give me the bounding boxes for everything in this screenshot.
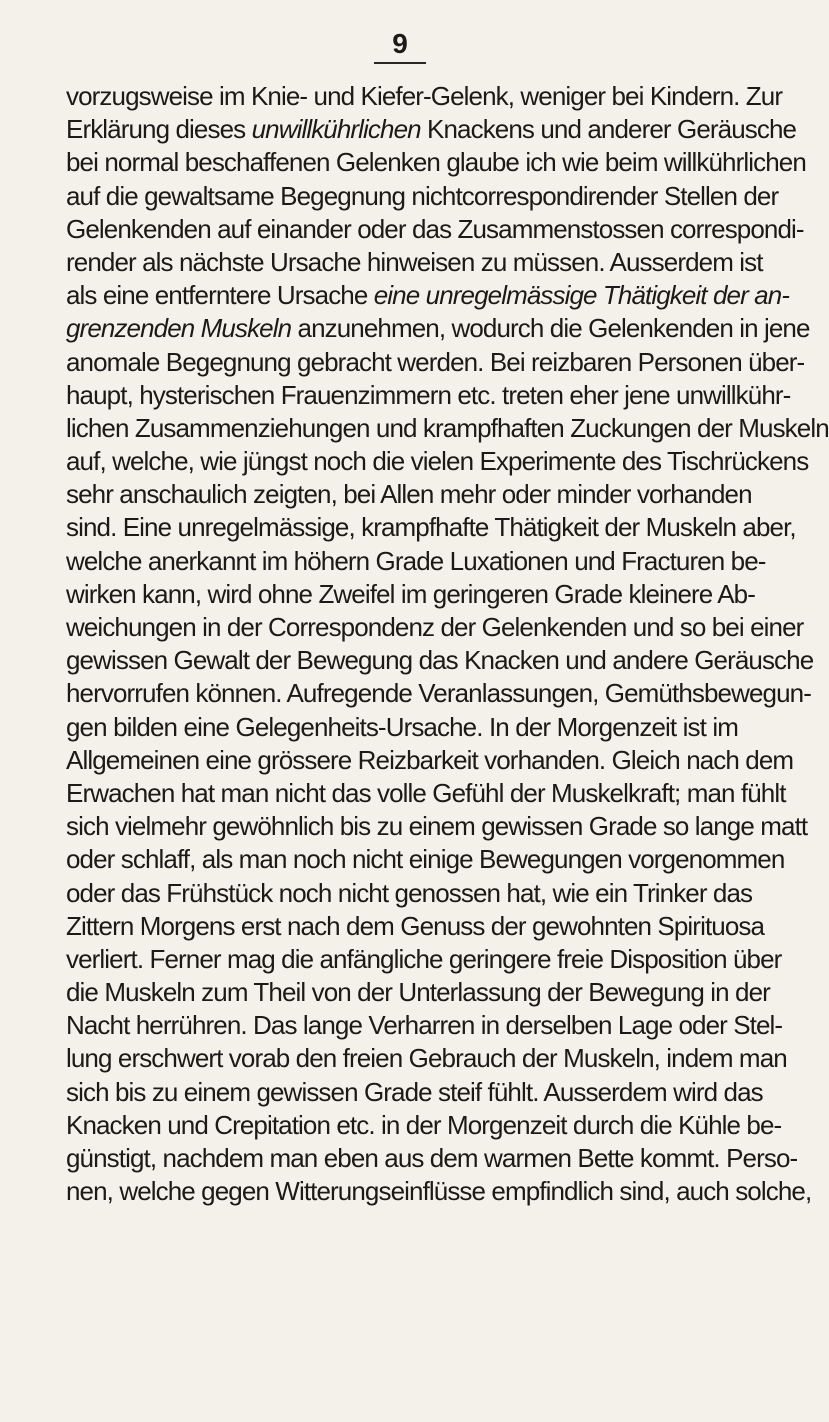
text-segment: wirken kann, wird ohne Zweifel im geringeren Grade kleinere Ab- — [66, 578, 755, 609]
body-text — [66, 80, 829, 1208]
text-line — [66, 180, 779, 213]
text-segment: verliert. Ferner mag die anfängliche geringere freie Disposition über — [66, 943, 782, 974]
text-segment: sehr anschaulich zeigten, bei Allen mehr oder minder vorhanden — [66, 479, 752, 510]
text-segment: Knacken und Crepitation etc. in der Morgenzeit durch die Kühle be- — [66, 1109, 782, 1140]
text-segment: anomale Begegnung gebracht werden. Bei reizbaren Personen über- — [66, 346, 805, 377]
text-line — [66, 943, 782, 976]
text-line — [66, 545, 766, 578]
text-line — [66, 312, 810, 345]
text-line — [66, 578, 755, 611]
text-line — [66, 843, 785, 876]
text-line — [66, 379, 791, 412]
text-segment: lichen Zusammenziehungen und krampfhaften Zuckungen der Muskeln — [66, 412, 829, 443]
text-segment: sich vielmehr gewöhnlich bis zu einem gewissen Grade so lange matt — [66, 811, 808, 842]
text-segment: anzunehmen, wodurch die Gelenkenden in jene — [291, 313, 810, 344]
text-segment: Knackens und anderer Geräusche — [420, 114, 797, 145]
text-line — [66, 1076, 763, 1109]
text-line — [66, 445, 809, 478]
text-line — [66, 1175, 812, 1208]
text-line — [66, 877, 753, 910]
text-line — [66, 279, 790, 312]
text-line — [66, 146, 806, 179]
text-line — [66, 777, 786, 810]
text-line — [66, 246, 763, 279]
text-segment: vorzugsweise im Knie- und Kiefer-Gelenk, weniger bei Kindern. Zur — [66, 81, 783, 111]
text-line — [66, 113, 797, 146]
text-segment: Erklärung dieses — [66, 114, 252, 145]
text-segment: oder das Frühstück noch nicht genossen hat, wie ein Trinker das — [66, 877, 753, 908]
text-line — [66, 1042, 787, 1075]
text-segment: gewissen Gewalt der Bewegung das Knacken und andere Geräusche — [66, 645, 814, 676]
text-line — [66, 1009, 783, 1042]
text-line — [66, 80, 783, 113]
text-segment: als eine entferntere Ursache — [66, 280, 374, 311]
text-segment: oder schlaff, als man noch nicht einige Bewegungen vorgenommen — [66, 844, 785, 875]
text-segment: gen bilden eine Gelegenheits-Ursache. In der Morgenzeit ist im — [66, 711, 738, 742]
text-line — [66, 910, 765, 943]
text-segment: hervorrufen können. Aufregende Veranlassungen, Gemüthsbewegun- — [66, 678, 811, 709]
text-segment: haupt, hysterischen Frauenzimmern etc. treten eher jene unwillkühr- — [66, 379, 791, 410]
text-segment: bei normal beschaffenen Gelenken glaube ich wie beim willkührlichen — [66, 147, 806, 178]
text-line — [66, 677, 811, 710]
text-segment: render als nächste Ursache hinweisen zu müssen. Ausserdem ist — [66, 246, 763, 277]
page-number: 9 — [374, 28, 426, 64]
text-segment: weichungen in der Correspondenz der Gelenkenden und so bei einer — [66, 612, 804, 642]
text-segment: lung erschwert vorab den freien Gebrauch der Muskeln, indem man — [66, 1043, 787, 1074]
text-line — [66, 511, 796, 544]
text-segment: auf, welche, wie jüngst noch die vielen Experimente des Tischrückens — [66, 446, 809, 477]
text-segment: Gelenkenden auf einander oder das Zusammenstossen correspondi- — [66, 213, 804, 244]
text-line — [66, 711, 738, 744]
text-segment: auf die gewaltsame Begegnung nichtcorrespondirender Stellen der — [66, 180, 779, 211]
emphasized-text: grenzenden Muskeln — [66, 313, 292, 344]
text-line — [66, 810, 808, 843]
text-line — [66, 412, 829, 445]
text-segment: nen, welche gegen Witterungseinflüsse empfindlich sind, auch solche, — [66, 1176, 812, 1207]
text-line — [66, 1109, 782, 1142]
text-segment: sind. Eine unregelmässige, krampfhafte Thätigkeit der Muskeln aber, — [66, 512, 796, 543]
text-segment: sich bis zu einem gewissen Grade steif fühlt. Ausserdem wird das — [66, 1076, 763, 1107]
text-line — [66, 1142, 798, 1175]
text-segment: welche anerkannt im höhern Grade Luxationen und Fracturen be- — [66, 545, 766, 576]
emphasized-text: unwillkührlichen — [251, 114, 421, 145]
text-segment: günstigt, nachdem man eben aus dem warmen Bette kommt. Perso- — [66, 1143, 798, 1173]
text-line — [66, 213, 804, 246]
text-segment: Allgemeinen eine grössere Reizbarkeit vorhanden. Gleich nach dem — [66, 744, 794, 775]
text-segment: die Muskeln zum Theil von der Unterlassung der Bewegung in der — [66, 977, 770, 1008]
text-line — [66, 976, 770, 1009]
emphasized-text: eine unregelmässige Thätigkeit der an- — [373, 280, 790, 311]
text-line — [66, 346, 805, 379]
text-segment: Erwachen hat man nicht das volle Gefühl der Muskelkraft; man fühlt — [66, 777, 786, 808]
text-line — [66, 644, 814, 677]
text-line — [66, 478, 752, 511]
page-header — [0, 28, 800, 64]
text-segment: Nacht herrühren. Das lange Verharren in derselben Lage oder Stel- — [66, 1010, 783, 1041]
text-line — [66, 744, 794, 777]
text-line — [66, 611, 804, 644]
text-segment: Zittern Morgens erst nach dem Genuss der gewohnten Spirituosa — [66, 910, 765, 941]
